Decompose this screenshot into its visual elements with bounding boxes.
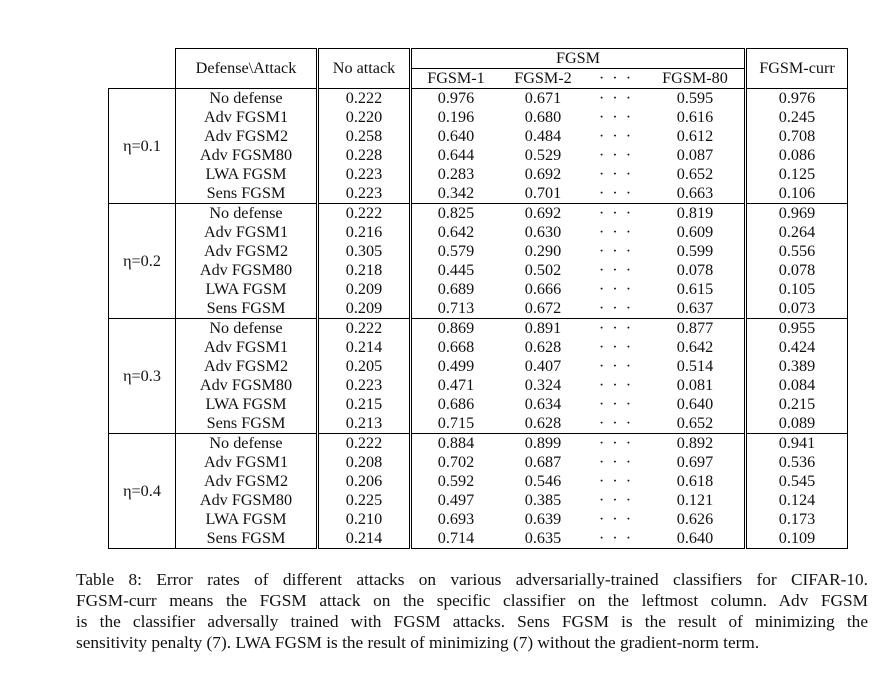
- cell-fgsm-80: 0.697: [646, 453, 746, 472]
- table-row: [109, 261, 848, 280]
- cell-defense: Adv FGSM2: [176, 127, 318, 146]
- caption-line-2: FGSM-curr means the FGSM attack on the specific classifier on the leftmost column. Adv FGSM: [76, 591, 868, 610]
- cell-defense: LWA FGSM: [176, 280, 318, 299]
- cell-fgsm-80: 0.081: [646, 376, 746, 395]
- cell-defense: Adv FGSM2: [176, 472, 318, 491]
- cell-fgsm-80: 0.612: [646, 127, 746, 146]
- caption-line-1: Table 8: Error rates of different attacks on various adversarially-trained classifiers for CIFAR-10.: [76, 570, 868, 589]
- cell-defense: Adv FGSM1: [176, 108, 318, 127]
- table-row: [109, 376, 848, 395]
- cell-fgsm-2: 0.680: [524, 108, 562, 126]
- cell-fgsm-1: 0.715: [437, 414, 475, 432]
- cell-fgsm-80: 0.877: [646, 319, 746, 339]
- header-fgsm-2: FGSM-2: [514, 69, 572, 87]
- cell-defense: No defense: [176, 434, 318, 454]
- cell-fgsm-80: 0.599: [646, 242, 746, 261]
- cell-no-attack: 0.258: [318, 127, 411, 146]
- results-table-body: [109, 89, 848, 549]
- table-row: [109, 204, 848, 224]
- cell-fgsm-2: 0.899: [500, 434, 586, 454]
- table-row: [109, 146, 848, 165]
- cell-defense: Adv FGSM2: [176, 357, 318, 376]
- cell-no-attack: 0.216: [318, 223, 411, 242]
- table-row: [109, 280, 848, 299]
- caption-line-4: sensitivity penalty (7). LWA FGSM is the result of minimizing (7) without the gradient-norm term.: [76, 633, 760, 652]
- cell-fgsm-curr: 0.215: [746, 395, 848, 414]
- header-fgsm-curr: FGSM-curr: [746, 49, 848, 89]
- cell-defense: Adv FGSM80: [176, 376, 318, 395]
- cell-no-attack: 0.213: [318, 414, 411, 434]
- header-fgsm-group: FGSM: [411, 49, 746, 69]
- cell-fgsm-1: 0.689: [437, 280, 475, 298]
- cell-fgsm-curr: 0.969: [746, 204, 848, 224]
- cell-no-attack: 0.214: [318, 529, 411, 549]
- table-row: [109, 223, 848, 242]
- cell-defense: Adv FGSM1: [176, 338, 318, 357]
- cell-defense: Adv FGSM80: [176, 261, 318, 280]
- cell-fgsm-80: 0.087: [646, 146, 746, 165]
- cell-fgsm-80: 0.618: [646, 472, 746, 491]
- cell-fgsm-curr: 0.084: [746, 376, 848, 395]
- cell-fgsm-2: 0.891: [500, 319, 586, 339]
- cell-fgsm-curr: 0.536: [746, 453, 848, 472]
- cell-fgsm-2: 0.502: [524, 261, 562, 279]
- table-row: [109, 108, 848, 127]
- cell-fgsm-curr: 0.089: [746, 414, 848, 434]
- table-row: [109, 127, 848, 146]
- cell-fgsm-1: 0.713: [437, 299, 475, 317]
- cell-fgsm-curr: 0.125: [746, 165, 848, 184]
- cell-defense: LWA FGSM: [176, 510, 318, 529]
- header-fgsm-1: FGSM-1: [427, 69, 485, 87]
- cell-ellipsis: · · ·: [598, 299, 634, 317]
- header-defense-attack: Defense\Attack: [176, 49, 318, 89]
- eta-label: η=0.4: [109, 434, 176, 549]
- cell-no-attack: 0.205: [318, 357, 411, 376]
- cell-no-attack: 0.220: [318, 108, 411, 127]
- cell-defense: Adv FGSM1: [176, 223, 318, 242]
- cell-defense: No defense: [176, 319, 318, 339]
- table-row: [109, 529, 848, 549]
- cell-ellipsis: · · ·: [586, 434, 646, 454]
- cell-fgsm-2: 0.701: [524, 184, 562, 202]
- cell-no-attack: 0.222: [318, 89, 411, 109]
- cell-fgsm-2: 0.692: [524, 165, 562, 183]
- cell-no-attack: 0.222: [318, 434, 411, 454]
- cell-no-attack: 0.209: [318, 280, 411, 299]
- cell-fgsm-curr: 0.105: [746, 280, 848, 299]
- cell-fgsm-2: 0.529: [524, 146, 562, 164]
- cell-fgsm-curr: 0.073: [746, 299, 848, 319]
- cell-fgsm-curr: 0.424: [746, 338, 848, 357]
- cell-defense: Sens FGSM: [176, 299, 318, 319]
- results-table-container: [108, 48, 848, 549]
- cell-defense: LWA FGSM: [176, 165, 318, 184]
- header-ellipsis: · · ·: [598, 69, 634, 87]
- cell-fgsm-2: 0.628: [524, 338, 562, 356]
- cell-fgsm-2: 0.635: [500, 529, 586, 549]
- cell-fgsm-curr: 0.109: [746, 529, 848, 549]
- cell-fgsm-1: 0.640: [437, 127, 475, 145]
- cell-ellipsis: · · ·: [598, 184, 634, 202]
- cell-ellipsis: · · ·: [598, 146, 634, 164]
- cell-ellipsis: · · ·: [598, 165, 634, 183]
- cell-ellipsis: · · ·: [598, 510, 634, 528]
- cell-defense: LWA FGSM: [176, 395, 318, 414]
- cell-no-attack: 0.214: [318, 338, 411, 357]
- header-no-attack: No attack: [318, 49, 411, 89]
- cell-defense: Adv FGSM80: [176, 491, 318, 510]
- cell-fgsm-2: 0.639: [524, 510, 562, 528]
- cell-fgsm-curr: 0.264: [746, 223, 848, 242]
- cell-no-attack: 0.223: [318, 184, 411, 204]
- header-blank-cell: [109, 49, 176, 89]
- cell-ellipsis: · · ·: [598, 280, 634, 298]
- cell-fgsm-80: 0.615: [646, 280, 746, 299]
- cell-ellipsis: · · ·: [598, 453, 634, 471]
- table-row: [109, 395, 848, 414]
- cell-fgsm-1: 0.592: [437, 472, 475, 490]
- cell-fgsm-80: 0.819: [646, 204, 746, 224]
- cell-ellipsis: · · ·: [598, 376, 634, 394]
- cell-ellipsis: · · ·: [586, 319, 646, 339]
- cell-fgsm-2: 0.630: [524, 223, 562, 241]
- cell-no-attack: 0.228: [318, 146, 411, 165]
- cell-ellipsis: · · ·: [598, 414, 634, 432]
- cell-fgsm-1: 0.884: [411, 434, 501, 454]
- table-row: [109, 491, 848, 510]
- cell-fgsm-curr: 0.106: [746, 184, 848, 204]
- table-row: [109, 242, 848, 261]
- table-row: [109, 319, 848, 339]
- cell-fgsm-1: 0.825: [411, 204, 501, 224]
- table-row: [109, 165, 848, 184]
- table-row: [109, 434, 848, 454]
- cell-fgsm-curr: 0.941: [746, 434, 848, 454]
- cell-ellipsis: · · ·: [598, 338, 634, 356]
- header-fgsm-80: FGSM-80: [646, 69, 746, 89]
- cell-no-attack: 0.305: [318, 242, 411, 261]
- cell-fgsm-80: 0.640: [646, 395, 746, 414]
- table-row: [109, 338, 848, 357]
- cell-fgsm-1: 0.471: [437, 376, 475, 394]
- cell-ellipsis: · · ·: [598, 357, 634, 375]
- cell-ellipsis: · · ·: [598, 395, 634, 413]
- cell-fgsm-1: 0.196: [437, 108, 475, 126]
- cell-fgsm-1: 0.642: [437, 223, 475, 241]
- cell-ellipsis: · · ·: [598, 242, 634, 260]
- cell-fgsm-2: 0.546: [524, 472, 562, 490]
- cell-fgsm-80: 0.616: [646, 108, 746, 127]
- cell-fgsm-80: 0.637: [646, 299, 746, 319]
- cell-fgsm-80: 0.642: [646, 338, 746, 357]
- cell-fgsm-80: 0.595: [646, 89, 746, 109]
- cell-ellipsis: · · ·: [586, 89, 646, 109]
- table-row: [109, 510, 848, 529]
- cell-fgsm-1: 0.579: [437, 242, 475, 260]
- cell-no-attack: 0.222: [318, 204, 411, 224]
- eta-label: η=0.3: [109, 319, 176, 434]
- cell-fgsm-curr: 0.124: [746, 491, 848, 510]
- cell-fgsm-1: 0.869: [411, 319, 501, 339]
- header-row-1: [109, 49, 848, 69]
- cell-no-attack: 0.210: [318, 510, 411, 529]
- cell-defense: Sens FGSM: [176, 414, 318, 434]
- caption-line-3: is the classifier adversally trained with FGSM attacks. Sens FGSM is the result of minimizing the: [76, 612, 868, 631]
- cell-fgsm-curr: 0.545: [746, 472, 848, 491]
- cell-fgsm-2: 0.634: [524, 395, 562, 413]
- cell-fgsm-2: 0.628: [524, 414, 562, 432]
- cell-defense: Adv FGSM1: [176, 453, 318, 472]
- cell-no-attack: 0.222: [318, 319, 411, 339]
- cell-ellipsis: · · ·: [598, 108, 634, 126]
- cell-defense: Sens FGSM: [176, 184, 318, 204]
- cell-fgsm-80: 0.078: [646, 261, 746, 280]
- table-row: [109, 299, 848, 319]
- cell-fgsm-80: 0.892: [646, 434, 746, 454]
- cell-no-attack: 0.208: [318, 453, 411, 472]
- table-row: [109, 357, 848, 376]
- cell-fgsm-2: 0.692: [500, 204, 586, 224]
- cell-fgsm-1: 0.714: [411, 529, 501, 549]
- cell-fgsm-curr: 0.708: [746, 127, 848, 146]
- cell-ellipsis: · · ·: [598, 472, 634, 490]
- cell-fgsm-2: 0.324: [524, 376, 562, 394]
- cell-defense: No defense: [176, 89, 318, 109]
- cell-fgsm-1: 0.342: [437, 184, 475, 202]
- cell-fgsm-1: 0.497: [437, 491, 475, 509]
- cell-defense: No defense: [176, 204, 318, 224]
- cell-fgsm-2: 0.672: [524, 299, 562, 317]
- cell-fgsm-2: 0.385: [524, 491, 562, 509]
- cell-fgsm-80: 0.652: [646, 414, 746, 434]
- table-row: [109, 184, 848, 204]
- cell-fgsm-1: 0.445: [437, 261, 475, 279]
- cell-fgsm-1: 0.283: [437, 165, 475, 183]
- table-row: [109, 414, 848, 434]
- cell-fgsm-curr: 0.556: [746, 242, 848, 261]
- cell-fgsm-80: 0.640: [646, 529, 746, 549]
- cell-fgsm-2: 0.290: [524, 242, 562, 260]
- cell-fgsm-1: 0.693: [437, 510, 475, 528]
- cell-fgsm-1: 0.702: [437, 453, 475, 471]
- cell-fgsm-1: 0.686: [437, 395, 475, 413]
- eta-label: η=0.1: [109, 89, 176, 204]
- cell-fgsm-2: 0.687: [524, 453, 562, 471]
- cell-fgsm-80: 0.626: [646, 510, 746, 529]
- cell-fgsm-curr: 0.245: [746, 108, 848, 127]
- table-caption: [76, 569, 868, 653]
- cell-ellipsis: · · ·: [598, 261, 634, 279]
- cell-fgsm-2: 0.671: [500, 89, 586, 109]
- cell-fgsm-2: 0.484: [524, 127, 562, 145]
- cell-fgsm-curr: 0.976: [746, 89, 848, 109]
- eta-label: η=0.2: [109, 204, 176, 319]
- table-row: [109, 472, 848, 491]
- table-row: [109, 453, 848, 472]
- cell-fgsm-curr: 0.078: [746, 261, 848, 280]
- cell-defense: Adv FGSM2: [176, 242, 318, 261]
- cell-fgsm-2: 0.666: [524, 280, 562, 298]
- cell-fgsm-curr: 0.955: [746, 319, 848, 339]
- cell-fgsm-1: 0.668: [437, 338, 475, 356]
- cell-fgsm-80: 0.663: [646, 184, 746, 204]
- cell-fgsm-curr: 0.086: [746, 146, 848, 165]
- cell-no-attack: 0.206: [318, 472, 411, 491]
- cell-no-attack: 0.215: [318, 395, 411, 414]
- cell-no-attack: 0.223: [318, 165, 411, 184]
- cell-ellipsis: · · ·: [598, 491, 634, 509]
- cell-defense: Adv FGSM80: [176, 146, 318, 165]
- cell-fgsm-2: 0.407: [524, 357, 562, 375]
- cell-ellipsis: · · ·: [598, 127, 634, 145]
- cell-no-attack: 0.209: [318, 299, 411, 319]
- cell-fgsm-curr: 0.173: [746, 510, 848, 529]
- results-table: [108, 48, 848, 549]
- cell-fgsm-1: 0.644: [437, 146, 475, 164]
- cell-fgsm-80: 0.652: [646, 165, 746, 184]
- cell-fgsm-1: 0.976: [411, 89, 501, 109]
- cell-no-attack: 0.223: [318, 376, 411, 395]
- cell-fgsm-1: 0.499: [437, 357, 475, 375]
- cell-fgsm-80: 0.609: [646, 223, 746, 242]
- cell-no-attack: 0.225: [318, 491, 411, 510]
- cell-defense: Sens FGSM: [176, 529, 318, 549]
- cell-fgsm-curr: 0.389: [746, 357, 848, 376]
- cell-ellipsis: · · ·: [598, 223, 634, 241]
- cell-ellipsis: · · ·: [586, 204, 646, 224]
- cell-fgsm-80: 0.121: [646, 491, 746, 510]
- cell-ellipsis: · · ·: [586, 529, 646, 549]
- cell-no-attack: 0.218: [318, 261, 411, 280]
- cell-fgsm-80: 0.514: [646, 357, 746, 376]
- table-row: [109, 89, 848, 109]
